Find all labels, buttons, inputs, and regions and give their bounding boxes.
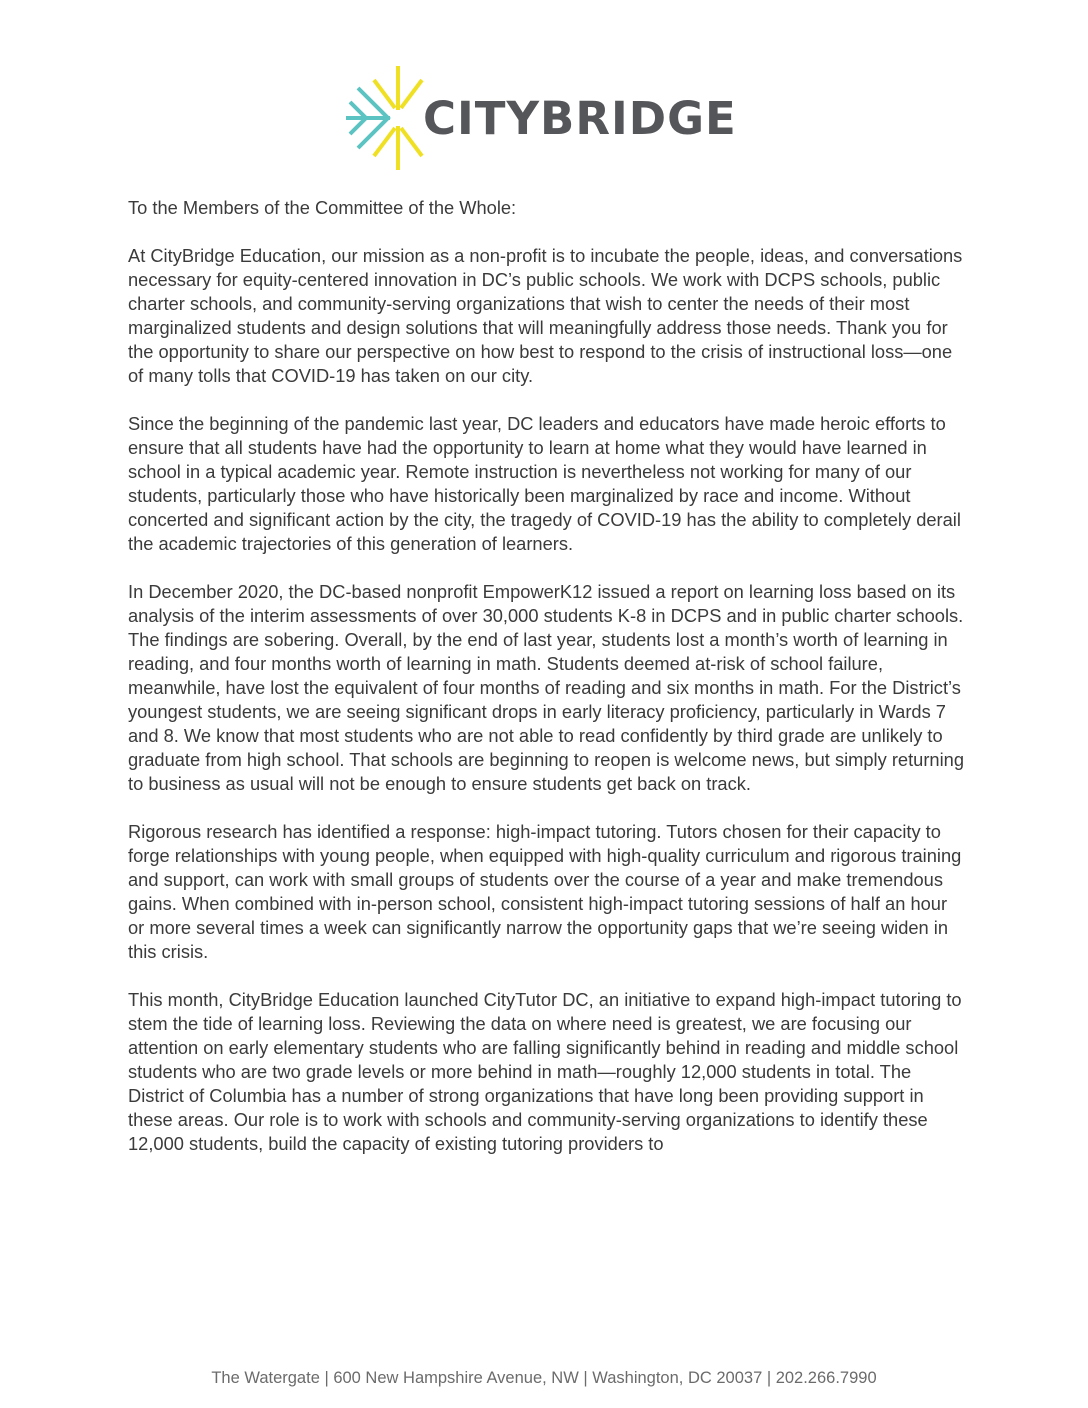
paragraph: In December 2020, the DC-based nonprofit EmpowerK12 issued a report on learning loss based on its analysis of the interim assessments of over 30,000 students K-8 in DCPS and in public charter schools. The findings are sobering. Overall, by the end of last year, students lost a month’s worth of learning in reading, and four months worth of learning in math. Students deemed at-risk of school failure, meanwhile, have lost the equivalent of four months of reading and six months in math. For the District’s youngest students, we are seeing significant drops in early literacy proficiency, particularly in Wards 7 and 8. We know that most students who are not able to read confidently by third grade are unlikely to graduate from high school. That schools are beginning to reopen is welcome news, but simply returning to business as usual will not be enough to ensure students get back on track.	[128, 581, 964, 794]
paragraph: Rigorous research has identified a response: high-impact tutoring. Tutors chosen for their capacity to forge relationships with young people, when equipped with high-quality curriculum and rigorous training and support, can work with small groups of students over the course of a year and make tremendous gains. When combined with in-person school, consistent high-impact tutoring sessions of half an hour or more several times a week can significantly narrow the opportunity gaps that we’re seeing widen in this crisis.	[128, 821, 962, 962]
citybridge-logo	[344, 66, 744, 170]
paragraph: This month, CityBridge Education launched CityTutor DC, an initiative to expand high-impact tutoring to stem the tide of learning loss. Reviewing the data on where need is greatest, we are focusing our attention on early elementary students who are falling significantly behind in reading and middle school students who are two grade levels or more behind in math—roughly 12,000 students in total. The District of Columbia has a number of strong organizations that have long been providing support in these areas. Our role is to work with schools and community-serving organizations to identify these 12,000 students, build the capacity of existing tutoring providers to	[128, 989, 962, 1154]
letter-body	[128, 196, 968, 1180]
salutation: To the Members of the Committee of the Whole:	[128, 197, 517, 218]
paragraph: Since the beginning of the pandemic last year, DC leaders and educators have made heroic efforts to ensure that all students have had the opportunity to learn at home what they would have learned in school in a typical academic year. Remote instruction is nevertheless not working for many of our students, particularly those who have historically been marginalized by race and income. Without concerted and significant action by the city, the tragedy of COVID-19 has the ability to completely derail the academic trajectories of this generation of learners.	[128, 413, 961, 554]
paragraph: At CityBridge Education, our mission as a non-profit is to incubate the people, ideas, and conversations necessary for equity-centered innovation in DC’s public schools. We work with DCPS schools, public charter schools, and community-serving organizations that wish to center the needs of their most marginalized students and design solutions that will meaningfully address those needs. Thank you for the opportunity to share our perspective on how best to respond to the crisis of instructional loss—one of many tolls that COVID-19 has taken on our city.	[128, 245, 963, 386]
footer-address: The Watergate | 600 New Hampshire Avenue, NW | Washington, DC 20037 | 202.266.7990	[211, 1369, 877, 1387]
logo-wordmark: CITYBRIDGE	[423, 92, 737, 145]
logo-mark-icon	[344, 66, 424, 170]
